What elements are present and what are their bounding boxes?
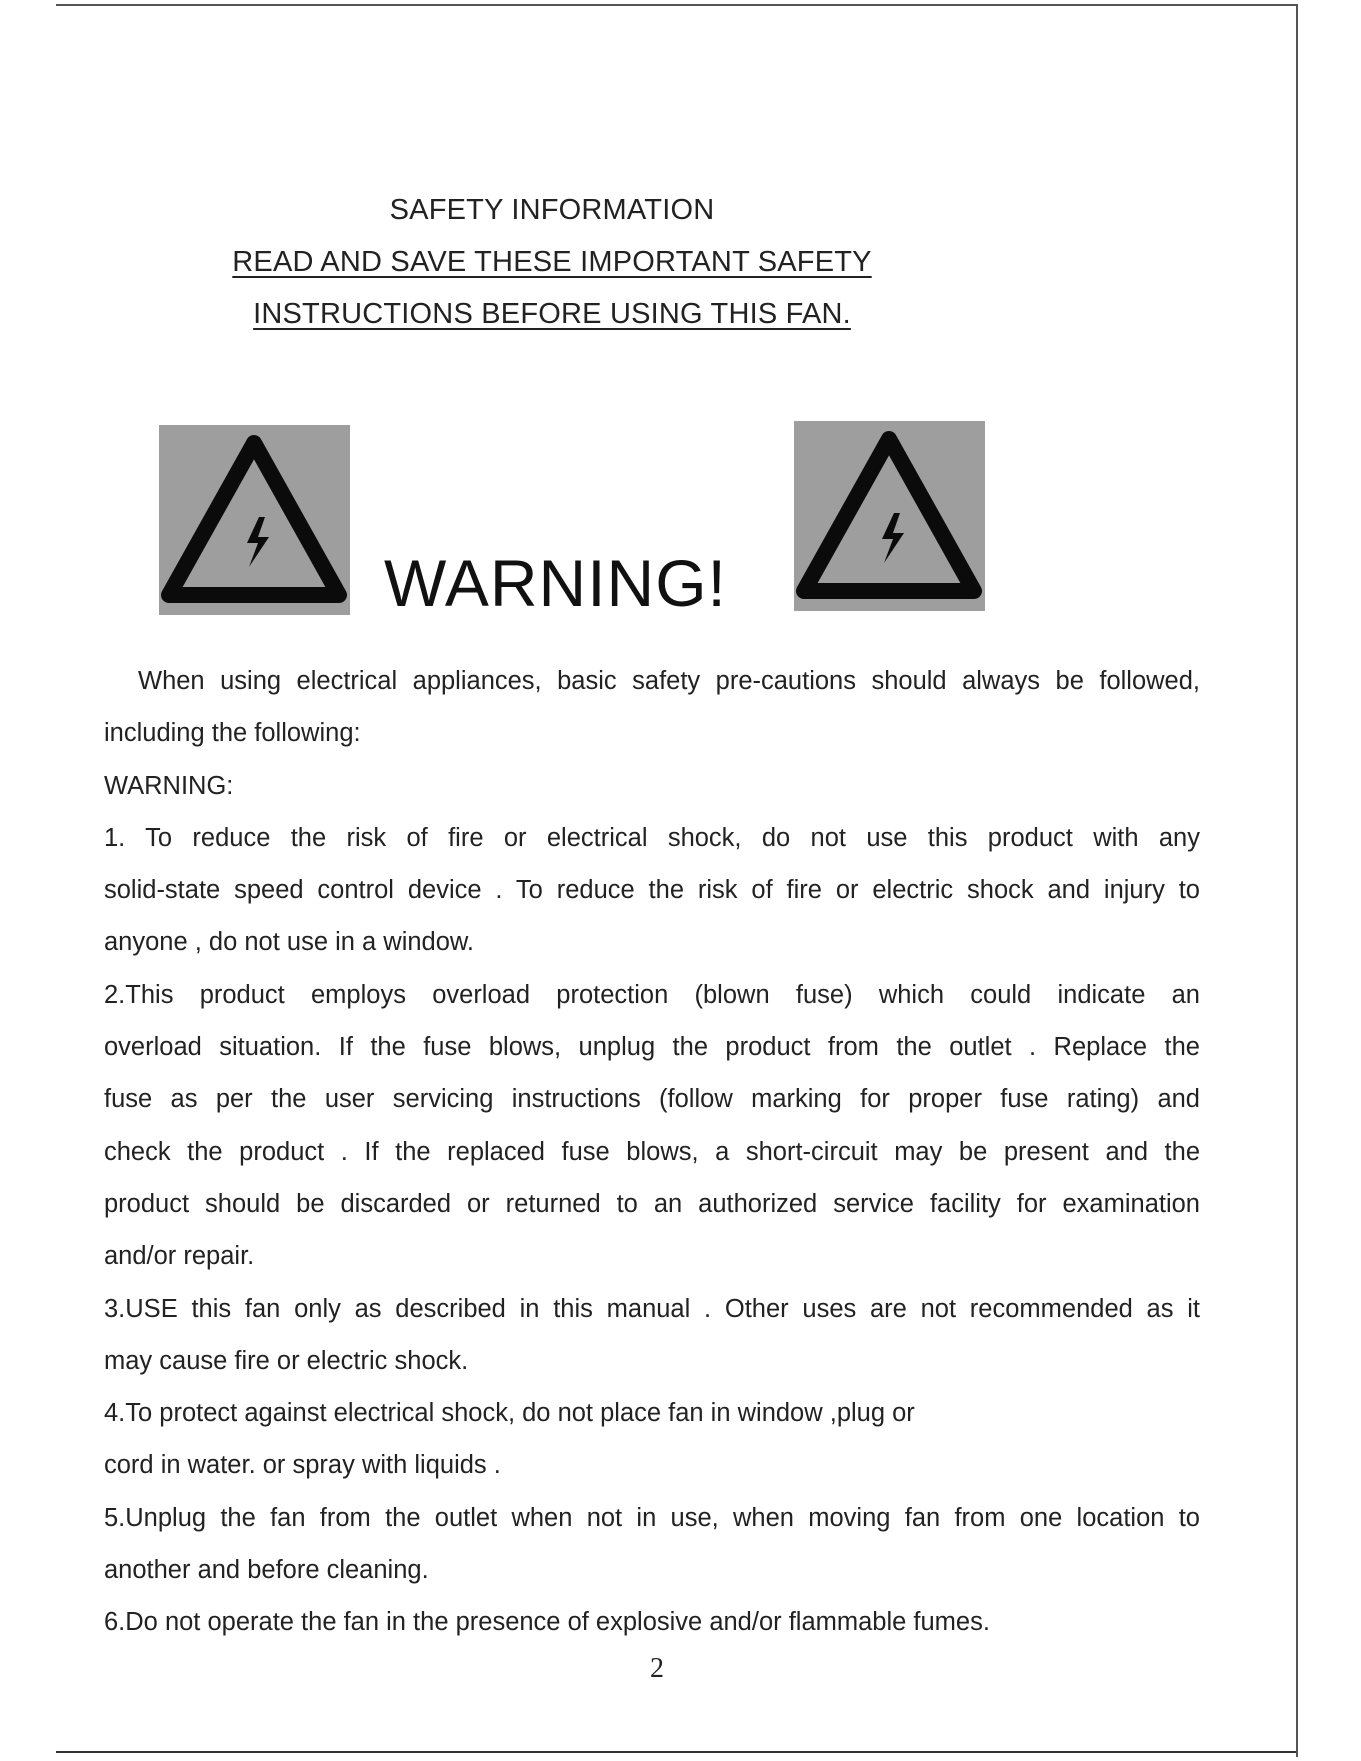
- text-line: overload situation. If the fuse blows, unplug the product from the outlet . Replace the: [104, 1033, 1200, 1062]
- text-line: fuse as per the user servicing instructions (follow marking for proper fuse rating) and: [104, 1085, 1200, 1114]
- text-line: another and before cleaning.: [104, 1556, 429, 1585]
- subtitle-line-2: [0, 296, 1104, 332]
- text-line: 4.To protect against electrical shock, do not place fan in window ,plug or: [104, 1399, 915, 1428]
- text-line: anyone , do not use in a window.: [104, 928, 475, 957]
- text-line: cord in water. or spray with liquids .: [104, 1451, 501, 1480]
- text-line: may cause fire or electric shock.: [104, 1346, 469, 1375]
- text-line: 6.Do not operate the fan in the presence of explosive and/or flammable fumes.: [104, 1608, 990, 1637]
- text-line: check the product . If the replaced fuse blows, a short-circuit may be present and the: [104, 1137, 1200, 1166]
- text-line: 1. To reduce the risk of fire or electrical shock, do not use this product with any: [104, 823, 1200, 852]
- subtitle-line-1-text: READ AND SAVE THESE IMPORTANT SAFETY: [232, 246, 872, 278]
- text-line: 5.Unplug the fan from the outlet when not in use, when moving fan from one location to: [104, 1503, 1200, 1532]
- page-title-text: SAFETY INFORMATION: [389, 194, 715, 226]
- text-line: solid-state speed control device . To reduce the risk of fire or electric shock and injury to: [104, 876, 1200, 905]
- text-line: When using electrical appliances, basic safety pre-cautions should always be followed,: [138, 667, 1200, 695]
- right-border-line: [1296, 4, 1298, 1757]
- warning-heading: WARNING!: [384, 546, 727, 620]
- text-line: 3.USE this fan only as described in this manual . Other uses are not recommended as it: [104, 1294, 1200, 1323]
- text-line: including the following:: [104, 719, 361, 748]
- bottom-border-line: [56, 1751, 1296, 1753]
- text-line: WARNING:: [104, 771, 234, 800]
- electric-hazard-triangle-icon: [159, 425, 350, 615]
- page-number: 2: [650, 1653, 664, 1684]
- safety-body-text: [104, 655, 1200, 1649]
- top-border-line: [56, 4, 1296, 6]
- subtitle-line-2-text: INSTRUCTIONS BEFORE USING THIS FAN.: [253, 298, 851, 330]
- text-line: 2.This product employs overload protection (blown fuse) which could indicate an: [104, 980, 1200, 1009]
- subtitle-line-1: [0, 244, 1104, 280]
- text-line: product should be discarded or returned to an authorized service facility for examination: [104, 1189, 1200, 1218]
- text-line: and/or repair.: [104, 1242, 255, 1271]
- page-title: [0, 192, 1104, 228]
- electric-hazard-triangle-icon: [794, 421, 985, 611]
